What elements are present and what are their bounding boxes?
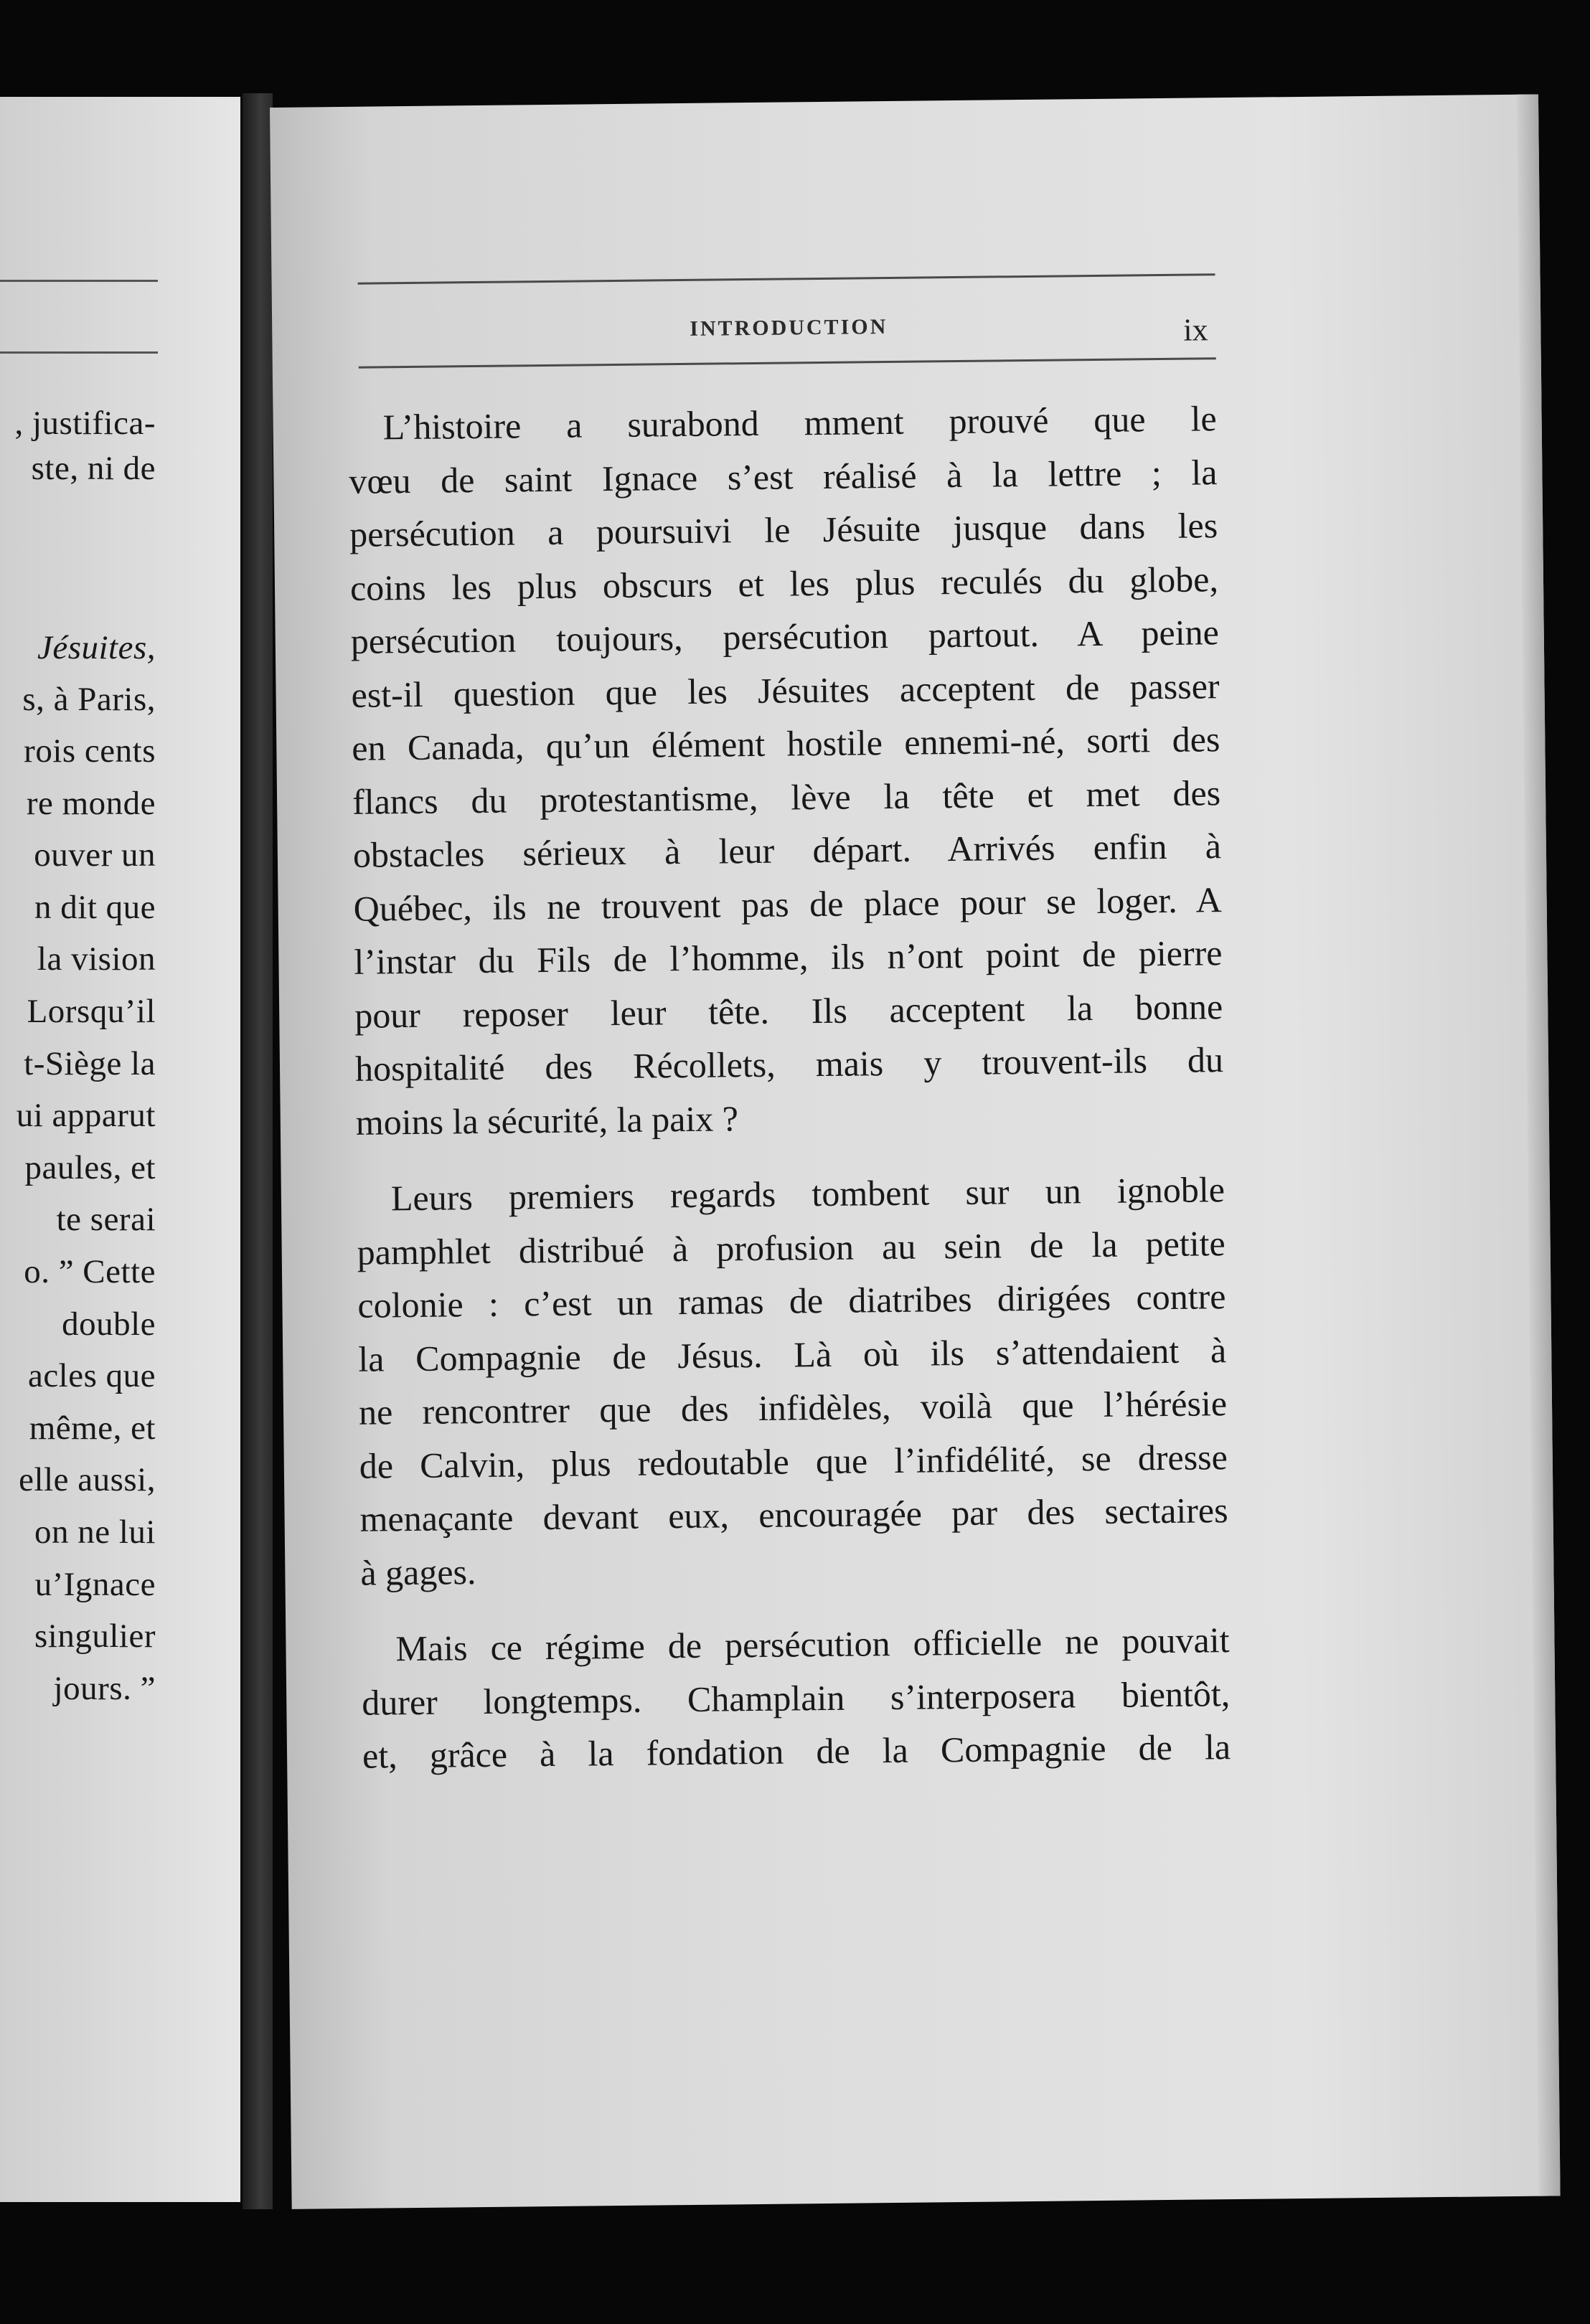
left-line: paules, et	[24, 1149, 156, 1186]
left-line: acles que	[27, 1357, 156, 1394]
paragraph	[348, 392, 1224, 1149]
left-line: même, et	[29, 1409, 156, 1447]
text-line: à gages.	[360, 1551, 476, 1593]
left-line: singulier	[34, 1617, 156, 1655]
text-line: L’histoire a surabond mment prouvé que le	[382, 398, 1217, 448]
left-line: n dit que	[34, 889, 156, 926]
text-line: durer longtemps. Champlain s’interposera bientôt,	[361, 1673, 1231, 1723]
text-line: Québec, ils ne trouvent pas de place pour se loger. A	[353, 879, 1222, 929]
left-line: rois cents	[24, 732, 156, 770]
text-line: Leurs premiers regards tombent sur un ignoble	[390, 1169, 1226, 1219]
text-line: pamphlet distribué à profusion au sein de la petite	[357, 1222, 1226, 1272]
text-line: persécution toujours, persécution partout. A peine	[350, 612, 1220, 661]
page-edge-shadow	[1517, 94, 1561, 2196]
left-line: o. ” Cette	[24, 1253, 156, 1290]
book-binding-gutter	[243, 93, 273, 2209]
left-line: Lorsqu’il	[27, 993, 156, 1030]
page-number: ix	[1183, 312, 1208, 348]
left-line: t-Siège la	[24, 1045, 156, 1082]
text-line: en Canada, qu’un élément hostile ennemi-né, sorti des	[352, 719, 1220, 768]
text-line: obstacles sérieux à leur départ. Arrivés enfin à	[352, 826, 1222, 875]
running-title: INTRODUCTION	[690, 314, 888, 341]
paragraph	[361, 1613, 1231, 1782]
text-line: la Compagnie de Jésus. Là où ils s’attendaient à	[357, 1329, 1227, 1379]
left-line: ui apparut	[16, 1097, 156, 1134]
text-line: persécution a poursuivi le Jésuite jusque dans les	[349, 505, 1218, 554]
text-line: est-il question que les Jésuites acceptent de passer	[351, 665, 1220, 715]
header-rule-bottom	[359, 357, 1216, 369]
right-page	[270, 94, 1561, 2209]
text-line: vœu de saint Ignace s’est réalisé à la lettre ; la	[349, 451, 1218, 501]
text-line: hospitalité des Récollets, mais y trouvent-ils du	[354, 1039, 1224, 1089]
header-rule-top	[358, 273, 1215, 285]
left-page-text	[0, 97, 240, 2202]
text-line: ne rencontrer que des infidèles, voilà que l’hérésie	[358, 1383, 1228, 1432]
left-line: on ne lui	[34, 1513, 156, 1551]
left-line: ste, ni de	[31, 450, 156, 487]
text-line: moins la sécurité, la paix ?	[355, 1097, 739, 1143]
text-line: Mais ce régime de persécution officielle ne pouvait	[395, 1620, 1230, 1669]
left-line: double	[62, 1305, 156, 1343]
text-line: et, grâce à la fondation de la Compagnie de la	[362, 1727, 1231, 1776]
left-line: elle aussi,	[19, 1461, 156, 1498]
left-line: ouver un	[34, 836, 156, 874]
left-line: re monde	[26, 785, 156, 822]
left-line: jours. ”	[53, 1670, 156, 1707]
left-line: la vision	[37, 940, 156, 978]
text-line: coins les plus obscurs et les plus reculés du globe,	[349, 558, 1219, 608]
text-line: pour reposer leur tête. Ils acceptent la bonne	[354, 986, 1223, 1036]
left-line: Jésuites,	[37, 629, 156, 666]
text-line: menaçante devant eux, encouragée par des sectaires	[359, 1490, 1228, 1539]
text-line: l’instar du Fils de l’homme, ils n’ont point de pierre	[354, 932, 1223, 982]
left-line: s, à Paris,	[22, 681, 156, 718]
text-line: colonie : c’est un ramas de diatribes dirigées contre	[357, 1276, 1226, 1326]
paragraph	[357, 1163, 1229, 1600]
text-line: de Calvin, plus redoutable que l’infidélité, se dresse	[359, 1436, 1228, 1486]
left-line: u’Ignace	[34, 1566, 156, 1603]
left-line: te serai	[56, 1201, 156, 1238]
body-text	[348, 392, 1231, 1805]
text-line: flancs du protestantisme, lève la tête et met des	[352, 772, 1221, 822]
left-page-fragment	[0, 97, 240, 2202]
left-line: , justifica-	[14, 405, 156, 442]
